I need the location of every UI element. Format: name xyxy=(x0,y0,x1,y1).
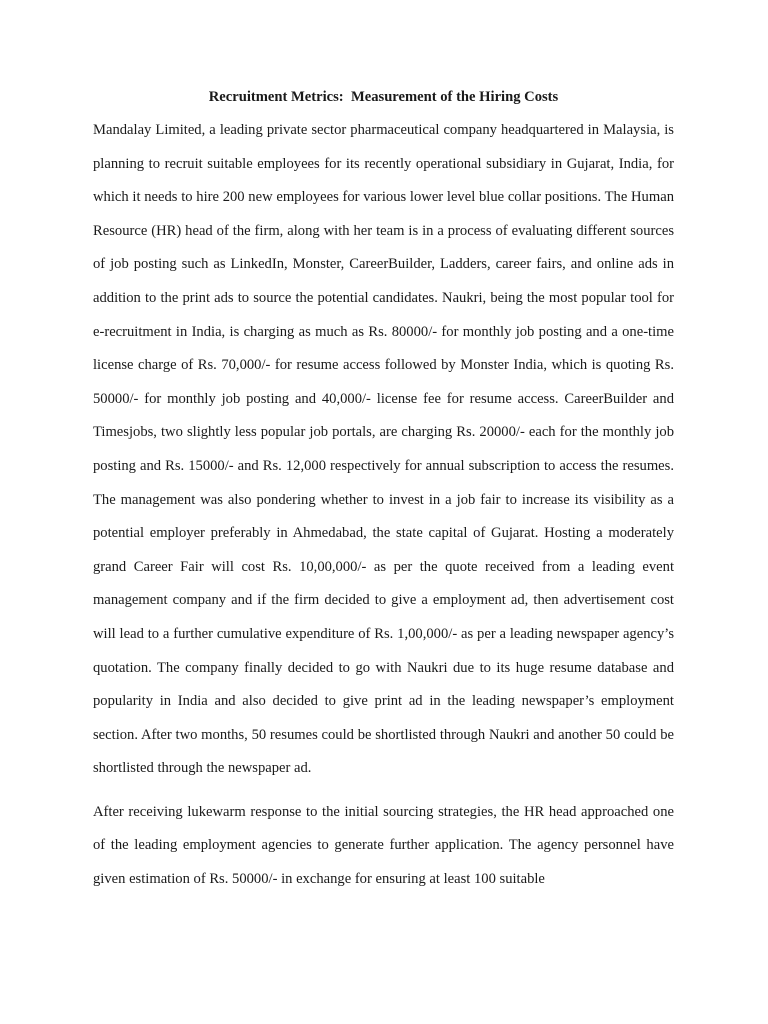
document-title: Recruitment Metrics: Measurement of the Hiring Costs xyxy=(208,89,559,105)
paragraph-1: Mandalay Limited, a leading private sector pharmaceutical company headquartered in Malaysia, is planning to recruit suitable employees for its recently operational subsidiary in Gujarat, India, for which it needs to hire 200 new employees for various lower level blue collar positions. The Human Resource (HR) head of the firm, along with her team is in a process of evaluating different sources of job posting such as LinkedIn, Monster, CareerBuilder, Ladders, career fairs, and online ads in addition to the print ads to source the potential candidates. Naukri, being the most popular tool for e-recruitment in India, is charging as much as Rs. 80000/- for monthly job posting and a one-time license charge of Rs. 70,000/- for resume access followed by Monster India, which is quoting Rs. 50000/- for monthly job posting and 40,000/- license fee for resume access. CareerBuilder and Timesjobs, two slightly less popular job portals, are charging Rs. 20000/- each for the monthly job posting and Rs. 15000/- and Rs. 12,000 respectively for annual subscription to access the resumes. The management was also pondering whether to invest in a job fair to increase its visibility as a potential employer preferably in Ahmedabad, the state capital of Gujarat. Hosting a moderately grand Career Fair will cost Rs. 10,00,000/- as per the quote received from a leading event management company and if the firm decided to give a employment ad, then advertisement cost will lead to a further cumulative expenditure of Rs. 1,00,000/- as per a leading newspaper agency’s quotation. The company finally decided to go with Naukri due to its huge resume database and popularity in India and also decided to give print ad in the leading newspaper’s employment section. After two months, 50 resumes could be shortlisted through Naukri and another 50 could be shortlisted through the newspaper ad. xyxy=(93,122,674,777)
document-page xyxy=(93,86,674,897)
paragraph-2: After receiving lukewarm response to the initial sourcing strategies, the HR head approached one of the leading employment agencies to generate further application. The agency personnel have given estimation of Rs. 50000/- in exchange for ensuring at least 100 suitable xyxy=(93,803,674,888)
